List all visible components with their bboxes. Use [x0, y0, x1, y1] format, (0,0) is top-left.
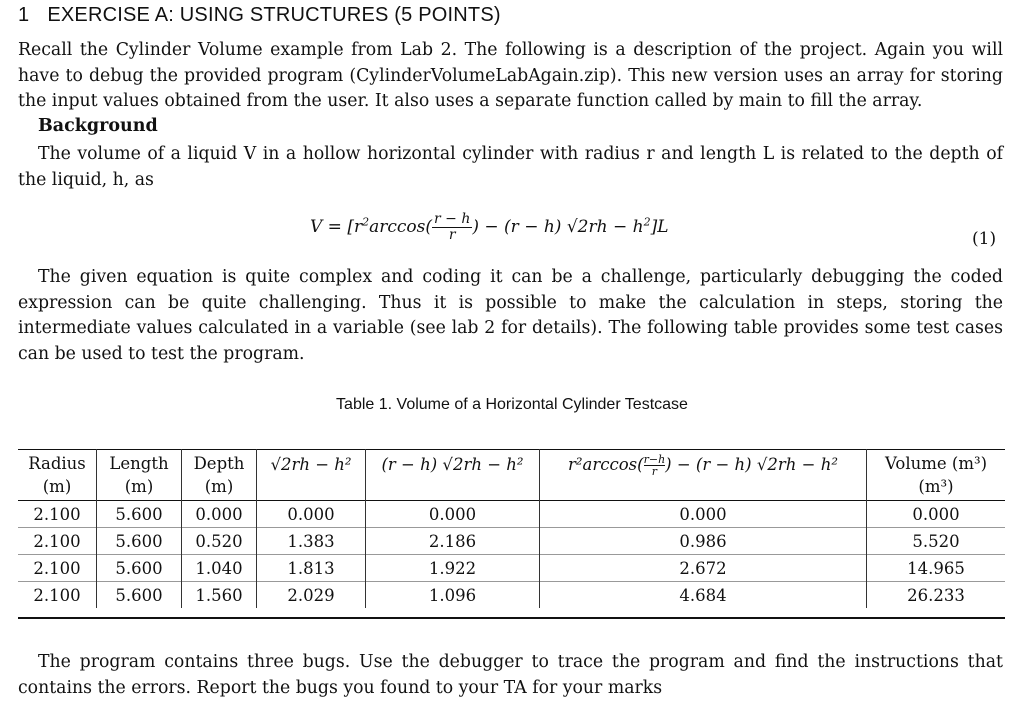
table-row: [18, 582, 1005, 609]
cell-volume: 14.965: [907, 558, 965, 578]
equation-square-2: 2: [643, 215, 651, 229]
header-length: Length (m): [97, 450, 182, 501]
header-r-minus-h-sqrt: (r − h) √2rh − h²: [366, 450, 540, 501]
cell-sqrt: 1.813: [257, 555, 366, 582]
cell-depth: 1.560: [182, 582, 257, 609]
header-radius: Radius (m): [18, 450, 97, 501]
section-title: EXERCISE A: USING STRUCTURES (5 POINTS): [47, 4, 501, 26]
testcase-table: [18, 449, 1005, 608]
cell-length: 5.600: [97, 582, 182, 609]
cell-r-minus-h-sqrt: 1.096: [366, 582, 540, 609]
cell-full-expression: 4.684: [540, 582, 867, 609]
equation-square: 2: [362, 215, 370, 229]
cell-sqrt: 1.383: [257, 528, 366, 555]
equation-arccos: arccos(: [369, 217, 433, 237]
cell-radius: 2.100: [18, 555, 97, 582]
header-depth: Depth (m): [182, 450, 257, 501]
equation-after-frac: ) − (r − h) √2rh − h: [472, 217, 644, 237]
closing-paragraph: The program contains three bugs. Use the debugger to trace the program and find the instructions that contains the errors. Report the bugs you found to your TA for your marks: [18, 652, 1003, 698]
table-caption: Table 1. Volume of a Horizontal Cylinder Testcase: [336, 396, 688, 413]
cell-full-expression: 0.000: [540, 501, 867, 528]
table-row: [18, 555, 1005, 582]
equation-bracket-open: [r: [347, 217, 363, 237]
table-row: [18, 528, 1005, 555]
cell-depth: 1.040: [182, 555, 257, 582]
cell-length: 5.600: [97, 501, 182, 528]
background-paragraph: The volume of a liquid V in a hollow horizontal cylinder with radius r and length L is related to the depth of the liquid, h, as: [18, 144, 1003, 190]
cell-r-minus-h-sqrt: 2.186: [366, 528, 540, 555]
section-number: 1: [18, 4, 30, 26]
intro-paragraph: Recall the Cylinder Volume example from Lab 2. The following is a description of the project. Again you will have to debug the provided program (CylinderVolumeLabAgain.zip). This new version uses an array for storing the input values obtained from the user. It also uses a separate function called by main to fill the array.: [18, 40, 1003, 112]
cell-radius: 2.100: [18, 582, 97, 609]
cell-depth: 0.520: [182, 528, 257, 555]
steps-paragraph: The given equation is quite complex and coding it can be a challenge, particularly debugging the coded expression can be quite challenging. Thus it is possible to make the calculation in steps, storing the intermediate values calculated in a variable (see lab 2 for details). The following table provides some test cases can be used to test the program.: [18, 267, 1003, 364]
background-heading: Background: [38, 116, 158, 136]
equation-lhs: V =: [310, 217, 342, 237]
header-sqrt: √2rh − h²: [257, 450, 366, 501]
cell-r-minus-h-sqrt: 0.000: [366, 501, 540, 528]
cell-volume: 26.233: [907, 585, 965, 605]
cell-volume: 5.520: [912, 531, 960, 551]
table-row: [18, 501, 1005, 528]
cell-r-minus-h-sqrt: 1.922: [366, 555, 540, 582]
cell-length: 5.600: [97, 528, 182, 555]
header-full-expression: r²arccos( $\frac{r-h}{r}) - (r - h)$ √2rh − h²: [540, 450, 867, 501]
cell-volume: 0.000: [912, 504, 960, 524]
cell-length: 5.600: [97, 555, 182, 582]
equation-close: ]L: [650, 217, 669, 237]
table-bottom-rule: [18, 617, 1005, 619]
cell-full-expression: 2.672: [540, 555, 867, 582]
cell-sqrt: 2.029: [257, 582, 366, 609]
cell-radius: 2.100: [18, 501, 97, 528]
equation-frac-den: r: [448, 227, 456, 243]
cell-radius: 2.100: [18, 528, 97, 555]
cell-sqrt: 0.000: [257, 501, 366, 528]
cell-full-expression: 0.986: [540, 528, 867, 555]
equation-number: (1): [972, 229, 997, 249]
cell-depth: 0.000: [182, 501, 257, 528]
header-volume: Volume (m³) (m³): [884, 454, 988, 496]
volume-equation: [310, 212, 669, 243]
section-heading: [18, 4, 501, 27]
equation-frac-num: r − h: [434, 211, 471, 227]
equation-fraction: [432, 212, 472, 243]
table-header-row: [18, 450, 1005, 501]
